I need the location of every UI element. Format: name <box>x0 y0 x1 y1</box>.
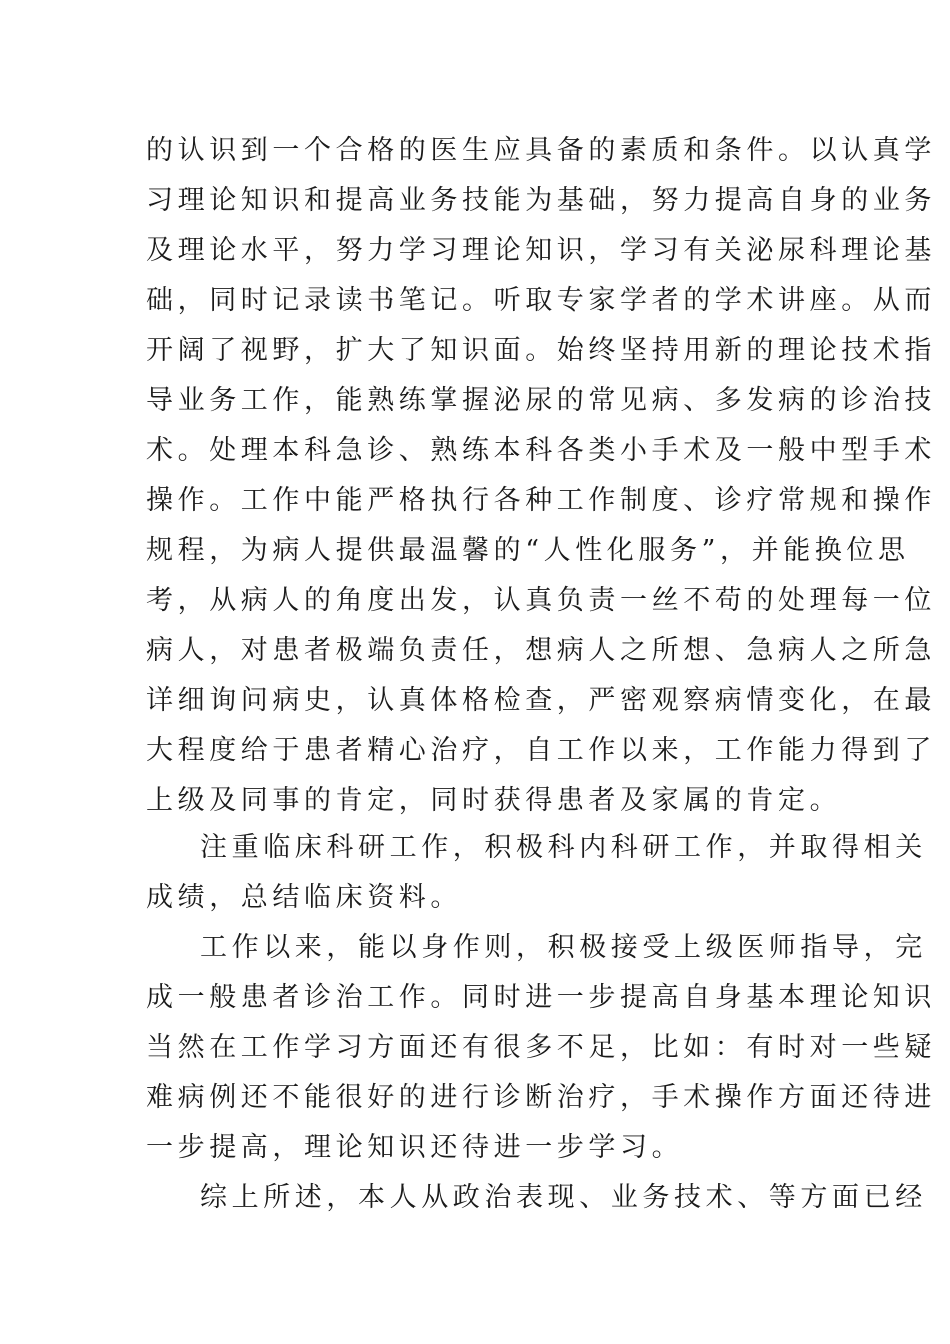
text-line: 成绩，总结临床资料。 <box>146 882 462 913</box>
text-line: 习理论知识和提高业务技能为基础，努力提高自身的业务 <box>146 185 936 216</box>
text-line: 及理论水平，努力学习理论知识，学习有关泌尿科理论基 <box>146 235 936 266</box>
paragraph-start-line: 注重临床科研工作，积极科内科研工作，并取得相关 <box>200 832 927 863</box>
text-line: 当然在工作学习方面还有很多不足，比如：有时对一些疑 <box>146 1032 936 1063</box>
text-line: 上级及同事的肯定，同时获得患者及家属的肯定。 <box>146 785 842 816</box>
text-line: 操作。工作中能严格执行各种工作制度、诊疗常规和操作 <box>146 485 936 516</box>
text-line: 规程，为病人提供最温馨的“人性化服务”，并能换位思 <box>146 535 910 566</box>
text-line: 开阔了视野，扩大了知识面。始终坚持用新的理论技术指 <box>146 335 936 366</box>
text-line: 成一般患者诊治工作。同时进一步提高自身基本理论知识 <box>146 982 936 1013</box>
text-line: 难病例还不能很好的进行诊断治疗，手术操作方面还待进 <box>146 1082 936 1113</box>
text-line: 一步提高，理论知识还待进一步学习。 <box>146 1132 684 1163</box>
paragraph-start-line: 综上所述，本人从政治表现、业务技术、等方面已经 <box>200 1182 927 1213</box>
text-line: 的认识到一个合格的医生应具备的素质和条件。以认真学 <box>146 135 936 166</box>
text-line: 术。处理本科急诊、熟练本科各类小手术及一般中型手术 <box>146 435 936 466</box>
text-line: 病人，对患者极端负责任，想病人之所想、急病人之所急 <box>146 635 936 666</box>
text-line: 考，从病人的角度出发，认真负责一丝不苟的处理每一位 <box>146 585 936 616</box>
text-line: 础，同时记录读书笔记。听取专家学者的学术讲座。从而 <box>146 285 936 316</box>
text-line: 导业务工作，能熟练掌握泌尿的常见病、多发病的诊治技 <box>146 385 936 416</box>
paragraph-start-line: 工作以来，能以身作则，积极接受上级医师指导，完 <box>200 932 927 963</box>
text-line: 大程度给于患者精心治疗，自工作以来，工作能力得到了 <box>146 735 936 766</box>
text-line: 详细询问病史，认真体格检查，严密观察病情变化，在最 <box>146 685 936 716</box>
